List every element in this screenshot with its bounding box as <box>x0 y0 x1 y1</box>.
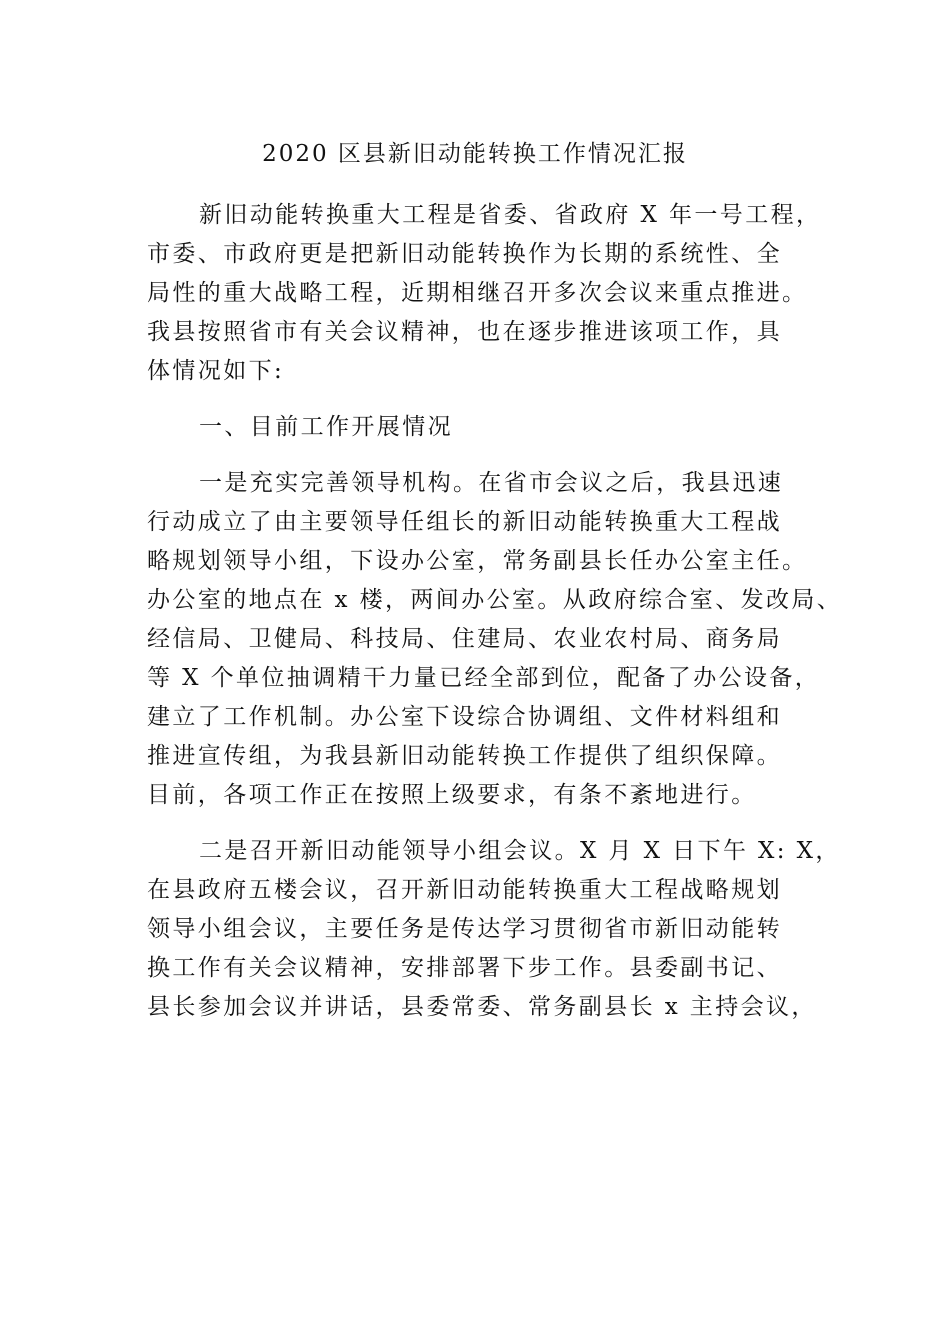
text-line: 新旧动能转换重大工程是省委、省政府 X 年一号工程， <box>199 202 822 228</box>
document-body <box>147 196 847 1044</box>
section-heading <box>147 408 847 447</box>
text-line: 我县按照省市有关会议精神，也在逐步推进该项工作，具 <box>147 319 782 345</box>
text-line: 在县政府五楼会议，召开新旧动能转换重大工程战略规划 <box>147 877 782 903</box>
text-line: 略规划领导小组，下设办公室，常务副县长任办公室主任。 <box>147 548 808 574</box>
text-line: 局性的重大战略工程，近期相继召开多次会议来重点推进。 <box>147 280 808 306</box>
text-line: 领导小组会议，主要任务是传达学习贯彻省市新旧动能转 <box>147 916 782 942</box>
text-line: 等 X 个单位抽调精干力量已经全部到位，配备了办公设备， <box>147 665 821 691</box>
text-line: 推进宣传组，为我县新旧动能转换工作提供了组织保障。 <box>147 743 782 769</box>
text-line: 建立了工作机制。办公室下设综合协调组、文件材料组和 <box>147 704 782 730</box>
paragraph-meeting <box>147 832 847 1027</box>
text-line: 一是充实完善领导机构。在省市会议之后，我县迅速 <box>199 470 784 496</box>
text-line: 换工作有关会议精神，安排部署下步工作。县委副书记、 <box>147 955 782 981</box>
text-line: 市委、市政府更是把新旧动能转换作为长期的系统性、全 <box>147 241 782 267</box>
text-line: 县长参加会议并讲话，县委常委、常务副县长 x 主持会议， <box>147 994 817 1020</box>
text-line: 体情况如下: <box>147 358 285 384</box>
document-title: 2020 区县新旧动能转换工作情况汇报 <box>262 141 688 167</box>
heading-line: 一、目前工作开展情况 <box>199 414 453 440</box>
text-line: 行动成立了由主要领导任组长的新旧动能转换重大工程战 <box>147 509 782 535</box>
text-line: 办公室的地点在 x 楼，两间办公室。从政府综合室、发改局、 <box>147 587 843 613</box>
paragraph-leadership <box>147 464 847 815</box>
text-line: 目前，各项工作正在按照上级要求，有条不紊地进行。 <box>147 782 757 808</box>
text-line: 经信局、卫健局、科技局、住建局、农业农村局、商务局 <box>147 626 782 652</box>
text-line: 二是召开新旧动能领导小组会议。X 月 X 日下午 X: X， <box>199 838 841 864</box>
paragraph-intro <box>147 196 847 391</box>
